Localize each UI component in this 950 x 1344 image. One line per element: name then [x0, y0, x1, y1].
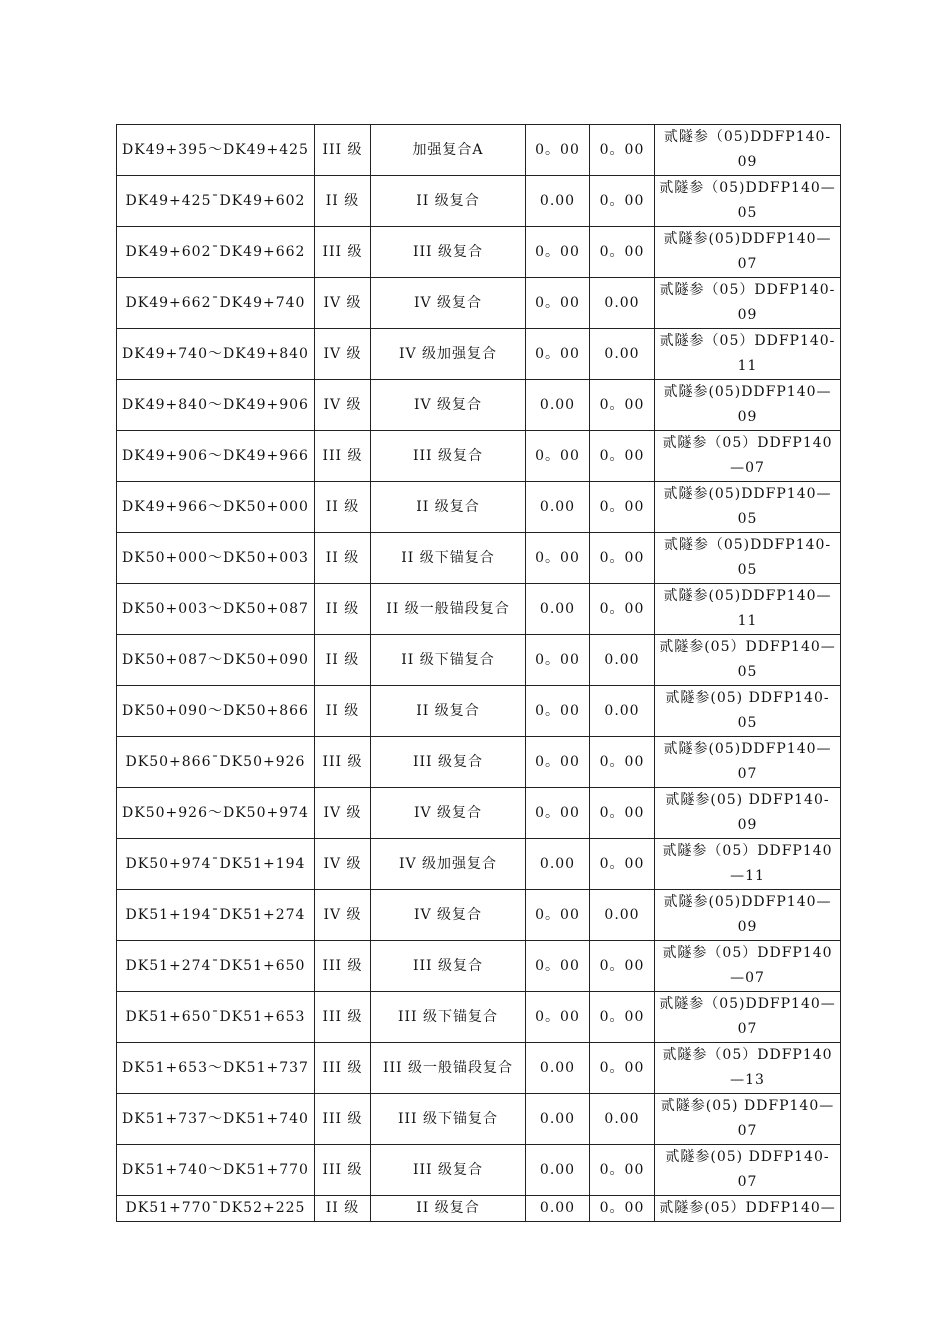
value-1-cell: 0.00 — [526, 1145, 590, 1196]
value-2-cell: 0.00 — [590, 635, 655, 686]
grade-cell: IV 级 — [315, 380, 371, 431]
drawing-reference-cell — [655, 227, 841, 278]
lining-type-cell: III 级复合 — [371, 737, 526, 788]
drawing-reference-cell — [655, 686, 841, 737]
lining-type-cell: III 级复合 — [371, 227, 526, 278]
drawing-reference-cell — [655, 1094, 841, 1145]
drawing-reference-cell — [655, 125, 841, 176]
drawing-reference-line: —13 — [730, 1072, 765, 1088]
grade-cell: IV 级 — [315, 890, 371, 941]
drawing-reference-line: 09 — [737, 307, 758, 323]
value-2-cell: 0。00 — [590, 482, 655, 533]
table-row — [117, 839, 841, 890]
lining-type-cell: IV 级复合 — [371, 890, 526, 941]
grade-cell: IV 级 — [315, 839, 371, 890]
section-cell: DK49+662¯DK49+740 — [117, 278, 315, 329]
drawing-reference-cell — [655, 839, 841, 890]
value-2-cell: 0.00 — [590, 686, 655, 737]
section-cell: DK51+740～DK51+770 — [117, 1145, 315, 1196]
table-row — [117, 686, 841, 737]
section-cell: DK49+840～DK49+906 — [117, 380, 315, 431]
grade-cell: II 级 — [315, 686, 371, 737]
drawing-reference-cell — [655, 380, 841, 431]
drawing-reference-line: 05 — [737, 715, 758, 731]
table-row — [117, 635, 841, 686]
section-cell: DK50+866¯DK50+926 — [117, 737, 315, 788]
value-2-cell: 0.00 — [590, 278, 655, 329]
value-1-cell: 0.00 — [526, 839, 590, 890]
table-row — [117, 278, 841, 329]
value-2-cell: 0。00 — [590, 1145, 655, 1196]
grade-cell: III 级 — [315, 125, 371, 176]
drawing-reference-line: 11 — [737, 613, 758, 629]
grade-cell: II 级 — [315, 482, 371, 533]
section-cell: DK50+000～DK50+003 — [117, 533, 315, 584]
section-cell: DK49+395～DK49+425 — [117, 125, 315, 176]
section-cell: DK51+650¯DK51+653 — [117, 992, 315, 1043]
table-row — [117, 227, 841, 278]
drawing-reference-cell — [655, 992, 841, 1043]
drawing-reference-line: 07 — [737, 256, 758, 272]
lining-type-cell: IV 级加强复合 — [371, 839, 526, 890]
value-1-cell: 0。00 — [526, 431, 590, 482]
drawing-reference-line: 贰隧参（05）DDFP140 — [662, 843, 833, 859]
table-row — [117, 890, 841, 941]
drawing-reference-cell — [655, 890, 841, 941]
lining-type-cell: II 级下锚复合 — [371, 635, 526, 686]
section-cell: DK50+087～DK50+090 — [117, 635, 315, 686]
lining-type-cell: III 级下锚复合 — [371, 992, 526, 1043]
table-row — [117, 380, 841, 431]
value-1-cell: 0。00 — [526, 737, 590, 788]
table-row — [117, 1145, 841, 1196]
grade-cell: III 级 — [315, 737, 371, 788]
value-2-cell: 0。00 — [590, 584, 655, 635]
drawing-reference-line: 11 — [737, 358, 758, 374]
drawing-reference-line: 贰隧参(05)DDFP140— — [663, 741, 832, 757]
value-1-cell: 0.00 — [526, 1043, 590, 1094]
grade-cell: II 级 — [315, 533, 371, 584]
grade-cell: III 级 — [315, 1043, 371, 1094]
drawing-reference-cell — [655, 1196, 841, 1222]
table-row — [117, 431, 841, 482]
drawing-reference-cell — [655, 278, 841, 329]
lining-type-cell: III 级复合 — [371, 431, 526, 482]
table-row — [117, 176, 841, 227]
value-2-cell: 0。00 — [590, 737, 655, 788]
grade-cell: III 级 — [315, 1094, 371, 1145]
drawing-reference-line: 贰隧参(05) DDFP140- — [665, 792, 830, 808]
value-1-cell: 0。00 — [526, 992, 590, 1043]
lining-type-cell: II 级一般锚段复合 — [371, 584, 526, 635]
lining-type-cell: IV 级复合 — [371, 380, 526, 431]
table-row — [117, 533, 841, 584]
value-2-cell: 0.00 — [590, 329, 655, 380]
value-2-cell: 0。00 — [590, 431, 655, 482]
grade-cell: III 级 — [315, 992, 371, 1043]
value-2-cell: 0。00 — [590, 1043, 655, 1094]
tunnel-lining-table — [116, 124, 841, 1222]
lining-type-cell: III 级下锚复合 — [371, 1094, 526, 1145]
lining-type-cell: II 级复合 — [371, 482, 526, 533]
table-row — [117, 482, 841, 533]
value-1-cell: 0。00 — [526, 635, 590, 686]
lining-type-cell: II 级复合 — [371, 686, 526, 737]
value-2-cell: 0。00 — [590, 380, 655, 431]
value-1-cell: 0.00 — [526, 584, 590, 635]
drawing-reference-line: 贰隧参(05)DDFP140— — [663, 231, 832, 247]
drawing-reference-line: 贰隧参(05) DDFP140- — [665, 1149, 830, 1165]
value-2-cell: 0。00 — [590, 1196, 655, 1222]
value-1-cell: 0。00 — [526, 788, 590, 839]
drawing-reference-line: 贰隧参(05)DDFP140— — [663, 894, 832, 910]
value-1-cell: 0。00 — [526, 890, 590, 941]
value-1-cell: 0.00 — [526, 380, 590, 431]
drawing-reference-line: —07 — [730, 460, 765, 476]
drawing-reference-line: 贰隧参（05)DDFP140- — [663, 537, 832, 553]
section-cell: DK51+737～DK51+740 — [117, 1094, 315, 1145]
drawing-reference-line: 贰隧参（05）DDFP140- — [659, 333, 836, 349]
value-2-cell: 0。00 — [590, 992, 655, 1043]
drawing-reference-line: 09 — [737, 919, 758, 935]
grade-cell: III 级 — [315, 431, 371, 482]
value-1-cell: 0.00 — [526, 176, 590, 227]
table-row — [117, 1094, 841, 1145]
lining-type-cell: III 级复合 — [371, 1145, 526, 1196]
lining-type-cell: II 级下锚复合 — [371, 533, 526, 584]
section-cell: DK50+090～DK50+866 — [117, 686, 315, 737]
drawing-reference-line: 贰隧参(05) DDFP140- — [665, 690, 830, 706]
table-row — [117, 941, 841, 992]
drawing-reference-line: 贰隧参（05)DDFP140- — [663, 129, 832, 145]
drawing-reference-line: 贰隧参（05）DDFP140 — [662, 1047, 833, 1063]
drawing-reference-line: 贰隧参(05) DDFP140— — [660, 1098, 835, 1114]
grade-cell: III 级 — [315, 1145, 371, 1196]
drawing-reference-line: 贰隧参（05）DDFP140 — [662, 945, 833, 961]
grade-cell: II 级 — [315, 584, 371, 635]
value-1-cell: 0.00 — [526, 1094, 590, 1145]
grade-cell: II 级 — [315, 176, 371, 227]
drawing-reference-line: 05 — [737, 664, 758, 680]
value-1-cell: 0。00 — [526, 533, 590, 584]
lining-type-cell: II 级复合 — [371, 176, 526, 227]
table-row — [117, 1196, 841, 1222]
section-cell: DK51+770¯DK52+225 — [117, 1196, 315, 1222]
drawing-reference-line: 09 — [737, 154, 758, 170]
drawing-reference-line: 贰隧参（05）DDFP140- — [659, 282, 836, 298]
drawing-reference-line: 贰隧参（05)DDFP140— — [659, 180, 836, 196]
section-cell: DK49+966～DK50+000 — [117, 482, 315, 533]
value-1-cell: 0。00 — [526, 227, 590, 278]
drawing-reference-line: 07 — [737, 1174, 758, 1190]
grade-cell: III 级 — [315, 227, 371, 278]
drawing-reference-cell — [655, 635, 841, 686]
drawing-reference-cell — [655, 431, 841, 482]
lining-type-cell: II 级复合 — [371, 1196, 526, 1222]
lining-type-cell: IV 级复合 — [371, 788, 526, 839]
grade-cell: II 级 — [315, 635, 371, 686]
drawing-reference-line: 09 — [737, 817, 758, 833]
section-cell: DK49+425¯DK49+602 — [117, 176, 315, 227]
drawing-reference-cell — [655, 176, 841, 227]
section-cell: DK50+003～DK50+087 — [117, 584, 315, 635]
drawing-reference-line: 贰隧参(05)DDFP140— — [663, 486, 832, 502]
drawing-reference-line: —11 — [730, 868, 765, 884]
drawing-reference-cell — [655, 737, 841, 788]
table-row — [117, 329, 841, 380]
lining-type-cell: III 级一般锚段复合 — [371, 1043, 526, 1094]
drawing-reference-line: 05 — [737, 562, 758, 578]
value-2-cell: 0。00 — [590, 839, 655, 890]
drawing-reference-cell — [655, 533, 841, 584]
drawing-reference-cell — [655, 329, 841, 380]
value-2-cell: 0。00 — [590, 788, 655, 839]
value-2-cell: 0。00 — [590, 125, 655, 176]
table-row — [117, 125, 841, 176]
drawing-reference-cell — [655, 1145, 841, 1196]
drawing-reference-cell — [655, 482, 841, 533]
drawing-reference-line: 贰隧参(05）DDFP140— — [659, 639, 836, 655]
drawing-reference-line: 贰隧参(05)DDFP140— — [663, 384, 832, 400]
lining-type-cell: IV 级加强复合 — [371, 329, 526, 380]
drawing-reference-line: 07 — [737, 766, 758, 782]
drawing-reference-cell — [655, 1043, 841, 1094]
drawing-reference-line: 贰隧参(05)DDFP140— — [663, 588, 832, 604]
table-row — [117, 1043, 841, 1094]
value-2-cell: 0。00 — [590, 227, 655, 278]
value-2-cell: 0。00 — [590, 533, 655, 584]
drawing-reference-line: 贰隧参(05）DDFP140— — [659, 1200, 836, 1216]
drawing-reference-cell — [655, 584, 841, 635]
section-cell: DK49+602¯DK49+662 — [117, 227, 315, 278]
table-row — [117, 584, 841, 635]
grade-cell: IV 级 — [315, 329, 371, 380]
table-row — [117, 992, 841, 1043]
lining-type-cell: III 级复合 — [371, 941, 526, 992]
section-cell: DK50+926～DK50+974 — [117, 788, 315, 839]
table-body — [117, 125, 841, 1222]
lining-type-cell: 加强复合A — [371, 125, 526, 176]
value-1-cell: 0.00 — [526, 482, 590, 533]
value-2-cell: 0。00 — [590, 941, 655, 992]
drawing-reference-line: 07 — [737, 1123, 758, 1139]
section-cell: DK50+974¯DK51+194 — [117, 839, 315, 890]
value-2-cell: 0.00 — [590, 890, 655, 941]
value-1-cell: 0。00 — [526, 941, 590, 992]
value-2-cell: 0。00 — [590, 176, 655, 227]
value-1-cell: 0。00 — [526, 278, 590, 329]
drawing-reference-line: 贰隧参（05)DDFP140— — [659, 996, 836, 1012]
grade-cell: IV 级 — [315, 788, 371, 839]
section-cell: DK49+906～DK49+966 — [117, 431, 315, 482]
value-2-cell: 0.00 — [590, 1094, 655, 1145]
drawing-reference-line: 05 — [737, 205, 758, 221]
lining-type-cell: IV 级复合 — [371, 278, 526, 329]
grade-cell: III 级 — [315, 941, 371, 992]
table-row — [117, 788, 841, 839]
drawing-reference-line: 09 — [737, 409, 758, 425]
drawing-reference-line: —07 — [730, 970, 765, 986]
value-1-cell: 0。00 — [526, 329, 590, 380]
section-cell: DK51+653～DK51+737 — [117, 1043, 315, 1094]
drawing-reference-cell — [655, 941, 841, 992]
drawing-reference-line: 贰隧参（05）DDFP140 — [662, 435, 833, 451]
section-cell: DK51+274¯DK51+650 — [117, 941, 315, 992]
value-1-cell: 0。00 — [526, 686, 590, 737]
drawing-reference-cell — [655, 788, 841, 839]
value-1-cell: 0。00 — [526, 125, 590, 176]
grade-cell: II 级 — [315, 1196, 371, 1222]
value-1-cell: 0.00 — [526, 1196, 590, 1222]
drawing-reference-line: 07 — [737, 1021, 758, 1037]
table-row — [117, 737, 841, 788]
section-cell: DK49+740～DK49+840 — [117, 329, 315, 380]
grade-cell: IV 级 — [315, 278, 371, 329]
section-cell: DK51+194¯DK51+274 — [117, 890, 315, 941]
drawing-reference-line: 05 — [737, 511, 758, 527]
